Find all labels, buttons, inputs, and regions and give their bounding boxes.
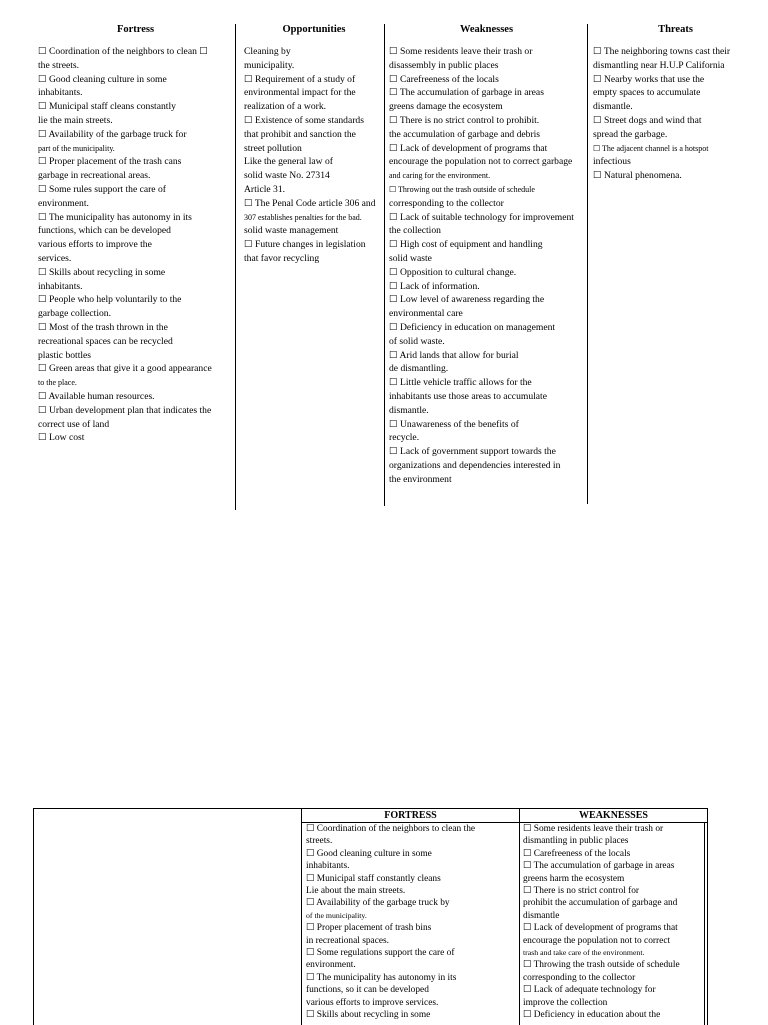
list-item: ☐ Opposition to cultural change. [389,266,517,278]
list-item: infectious [593,156,631,168]
list-item: ☐ Natural phenomena. [593,170,682,182]
list-item: ☐ Green areas that give it a good appearance [38,363,212,375]
list-item: greens damage the ecosystem [389,101,503,113]
list-item: ☐ Some residents leave their trash or [389,46,533,57]
list-item: to the place. [38,378,77,388]
list-item: ☐ Coordination of the neighbors to clean ☐ [38,46,208,57]
list-item: ☐ Availability of the garbage truck for [38,128,187,140]
list-item: part of the municipality. [38,143,115,153]
list-item: ☐ Proper placement of the trash cans [38,156,182,168]
list-item: spread the garbage. [593,128,668,140]
list-item: services. [38,252,72,264]
list-item: ☐ Proper placement of trash bins [306,923,432,934]
weaknesses-header: Weaknesses [459,24,514,35]
list-item: ☐ People who help voluntarily to the [38,294,182,306]
list-item: organizations and dependencies interested in [389,459,561,471]
list-item: greens harm the ecosystem [523,873,625,884]
bottom-table [33,808,708,1025]
list-item: ☐ Deficiency in education about the [523,1010,661,1021]
list-item: ☐ The neighboring towns cast their [593,46,731,57]
list-item: ☐ Carefreeness of the locals [523,848,631,859]
opportunities-header: Opportunities [282,24,346,35]
list-item: ☐ Arid lands that allow for burial [389,349,519,361]
list-item: inhabitants. [38,280,83,292]
list-item: in recreational spaces. [306,935,390,946]
list-item: functions, which can be developed [38,225,171,237]
list-item: empty spaces to accumulate [593,87,701,99]
list-item: ☐ Available human resources. [38,390,155,402]
list-item: ☐ Deficiency in education on management [389,321,556,333]
fortress-column [38,24,233,445]
list-item: garbage collection. [38,308,111,320]
list-item: ☐ There is no strict control for [523,886,640,897]
list-item: various efforts to improve the [38,239,152,251]
bottom-fortress-list [306,823,516,1022]
list-item: ☐ Municipal staff cleans constantly [38,101,176,113]
list-item: ☐ Nearby works that use the [593,73,705,85]
list-item: ☐ There is no strict control to prohibit. [389,114,540,126]
list-item: ☐ Requirement of a study of [244,73,356,85]
list-item: the collection [389,225,441,237]
list-item: prohibit the accumulation of garbage and [523,898,678,909]
list-item: trash and take care of the environment. [523,948,645,958]
list-item: environmental care [389,308,463,320]
list-item: ☐ Existence of some standards [244,114,364,126]
list-item: inhabitants. [306,861,350,872]
column-divider [519,823,520,1025]
list-item: correct use of land [38,418,110,430]
list-item: ☐ Some residents leave their trash or [523,824,664,834]
list-item: 307 establishes penalties for the bad. [244,212,362,222]
list-item: ☐ Some rules support the care of [38,183,166,195]
fortress-list [38,45,233,445]
list-item: recycle. [389,432,420,444]
weaknesses-column [389,24,584,487]
list-item: lie the main streets. [38,114,113,126]
column-divider [384,24,385,506]
list-item: of solid waste. [389,335,445,347]
list-item: ☐ Municipal staff constantly cleans [306,873,441,884]
column-divider [235,24,236,510]
list-item: ☐ The accumulation of garbage in areas [389,87,544,99]
threats-list [593,45,758,183]
fortress-header: Fortress [116,24,155,35]
list-item: ☐ Unawareness of the benefits of [389,418,519,430]
list-item: disassembly in public places [389,59,499,71]
list-item: ☐ Future changes in legislation [244,239,366,251]
list-item: Cleaning by [244,46,291,57]
list-item: ☐ Lack of development of programs that [389,142,548,154]
list-item: Like the general law of [244,156,333,168]
list-item: solid waste management [244,225,339,237]
list-item: ☐ The accumulation of garbage in areas [523,861,675,872]
list-item: environment. [38,197,89,209]
list-item: ☐ The Penal Code article 306 and [244,197,376,209]
list-item: ☐ Lack of suitable technology for improvement [389,211,574,223]
list-item: ☐ Throwing out the trash outside of schedule [389,184,535,194]
list-item: Article 31. [244,183,286,195]
empty-cell [34,809,302,1025]
list-item: solid waste [389,252,432,264]
list-item: and caring for the environment. [389,171,491,181]
list-item: dismantle. [389,404,429,416]
list-item: plastic bottles [38,349,92,361]
list-item: recreational spaces can be recycled [38,335,173,347]
list-item: ☐ Low cost [38,432,85,444]
list-item: ☐ Skills about recycling in some [306,1010,431,1021]
list-item: corresponding to the collector [523,972,636,983]
list-item: dismantle. [593,101,633,113]
list-item: environmental impact for the [244,87,356,99]
list-item: municipality. [244,59,295,71]
list-item: ☐ Good cleaning culture in some [38,73,167,85]
weaknesses-list [389,45,584,487]
list-item: ☐ Urban development plan that indicates the [38,404,212,416]
list-item: ☐ Some regulations support the care of [306,948,455,959]
list-item: inhabitants. [38,87,83,99]
list-item: of the municipality. [306,910,367,920]
list-item: garbage in recreational areas. [38,170,151,182]
list-item: environment. [306,960,356,971]
list-item: realization of a work. [244,101,327,113]
list-item: ☐ The municipality has autonomy in its [306,972,457,983]
column-divider [704,823,705,1025]
list-item: ☐ Lack of adequate technology for [523,985,656,996]
list-item: ☐ Street dogs and wind that [593,114,702,126]
list-item: ☐ Coordination of the neighbors to clean the [306,824,476,834]
list-item: ☐ Lack of government support towards the [389,446,556,458]
threats-header: Threats [658,24,693,35]
list-item: dismantling near H.U.P California [593,59,725,71]
column-divider [587,24,588,504]
bottom-weaknesses-header: WEAKNESSES [520,809,707,823]
list-item: inhabitants use those areas to accumulate [389,390,547,402]
list-item: various efforts to improve services. [306,997,439,1008]
list-item: ☐ Skills about recycling in some [38,266,166,278]
list-item: dismantling in public places [523,836,629,847]
list-item: corresponding to the collector [389,197,504,209]
list-item: the accumulation of garbage and debris [389,128,541,140]
list-item: ☐ Most of the trash thrown in the [38,321,168,333]
list-item: ☐ Lack of information. [389,280,480,292]
list-item: that favor recycling [244,252,320,264]
list-item: ☐ Low level of awareness regarding the [389,294,545,306]
list-item: Lie about the main streets. [306,886,406,897]
opportunities-column [244,24,384,266]
list-item: the environment [389,473,452,485]
list-item: solid waste No. 27314 [244,170,330,182]
list-item: de dismantling. [389,363,449,375]
list-item: ☐ Availability of the garbage truck by [306,898,450,909]
list-item: improve the collection [523,997,608,1008]
threats-column [593,24,758,183]
list-item: the streets. [38,59,80,71]
list-item: ☐ Carefreeness of the locals [389,73,499,85]
list-item: dismantle [523,910,560,921]
list-item: ☐ High cost of equipment and handling [389,239,543,251]
bottom-fortress-header: FORTRESS [302,809,520,823]
list-item: ☐ Good cleaning culture in some [306,848,432,859]
list-item: ☐ Lack of development of programs that [523,923,678,934]
list-item: ☐ Throwing the trash outside of schedule [523,960,680,971]
bottom-weaknesses-column [523,823,703,1022]
list-item: streets. [306,836,333,847]
bottom-fortress-column [306,823,516,1022]
list-item: encourage the population not to correct garbage [389,156,573,168]
list-item: street pollution [244,142,302,154]
list-item: encourage the population not to correct [523,935,671,946]
list-item: ☐ The municipality has autonomy in its [38,211,192,223]
opportunities-list [244,45,384,266]
list-item: that prohibit and sanction the [244,128,356,140]
list-item: functions, so it can be developed [306,985,429,996]
list-item: ☐ Little vehicle traffic allows for the [389,377,532,389]
bottom-weaknesses-list [523,823,703,1022]
list-item: ☐ The adjacent channel is a hotspot [593,143,709,153]
